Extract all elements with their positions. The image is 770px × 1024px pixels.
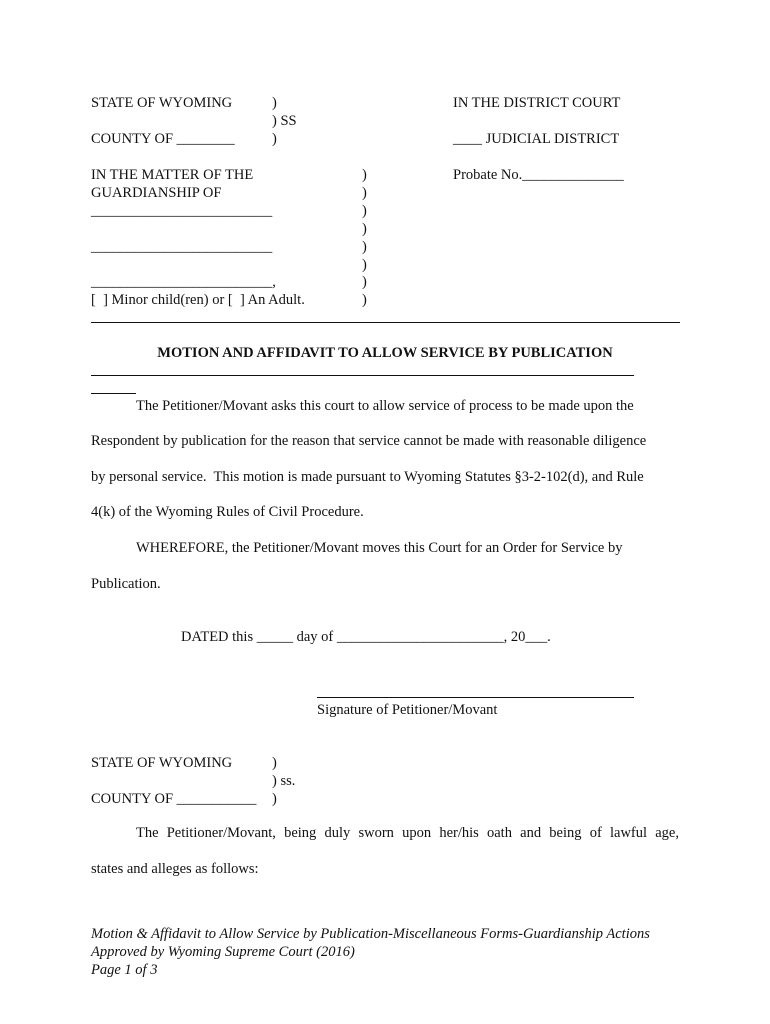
title-rule bbox=[91, 375, 634, 376]
caption-paren: ) bbox=[272, 131, 277, 147]
affidavit-state-label: STATE OF WYOMING bbox=[91, 755, 233, 771]
caption-paren: ) bbox=[362, 203, 367, 219]
minor-adult-checkboxes: [ ] Minor child(ren) or [ ] An Adult. bbox=[91, 292, 305, 308]
footer-form-title: Motion & Affidavit to Allow Service by Publication-Miscellaneous Forms-Guardianship Actions bbox=[91, 926, 650, 942]
wherefore-paragraph-line: WHEREFORE, the Petitioner/Movant moves this Court for an Order for Service by bbox=[136, 540, 623, 556]
signature-line bbox=[317, 697, 634, 698]
caption-paren: ) bbox=[362, 292, 367, 308]
probate-number: Probate No.______________ bbox=[453, 167, 624, 183]
caption-paren: ) bbox=[362, 239, 367, 255]
guardianship-label: GUARDIANSHIP OF bbox=[91, 185, 222, 201]
caption-paren: ) bbox=[362, 221, 367, 237]
court-label: IN THE DISTRICT COURT bbox=[453, 95, 621, 111]
caption-paren: ) bbox=[272, 755, 277, 771]
caption-divider bbox=[91, 322, 680, 323]
caption-paren: ) bbox=[362, 167, 367, 183]
signature-label: Signature of Petitioner/Movant bbox=[317, 702, 498, 718]
name-blank-2: _________________________ bbox=[91, 239, 273, 255]
caption-paren: ) bbox=[272, 95, 277, 111]
state-label: STATE OF WYOMING bbox=[91, 95, 233, 111]
caption-paren: ) bbox=[362, 257, 367, 273]
name-blank-1: _________________________ bbox=[91, 203, 273, 219]
caption-paren: ) bbox=[362, 185, 367, 201]
affidavit-ss-label: ) ss. bbox=[272, 773, 296, 789]
dated-line: DATED this _____ day of _______________________, 20___. bbox=[181, 629, 551, 645]
affidavit-paragraph-line: The Petitioner/Movant, being duly sworn upon her/his oath and being of lawful age, bbox=[136, 825, 679, 841]
district-label: ____ JUDICIAL DISTRICT bbox=[453, 131, 620, 147]
motion-paragraph-line: by personal service. This motion is made pursuant to Wyoming Statutes §3-2-102(d), and Rule bbox=[91, 469, 644, 485]
caption-paren: ) bbox=[362, 274, 367, 290]
document-title: MOTION AND AFFIDAVIT TO ALLOW SERVICE BY PUBLICATION bbox=[157, 345, 613, 361]
footer-approval: Approved by Wyoming Supreme Court (2016) bbox=[91, 944, 355, 960]
caption-paren: ) bbox=[272, 791, 277, 807]
affidavit-county-label: COUNTY OF ___________ bbox=[91, 791, 257, 807]
name-blank-3: _________________________, bbox=[91, 274, 276, 290]
matter-label: IN THE MATTER OF THE bbox=[91, 167, 254, 183]
motion-paragraph-line: 4(k) of the Wyoming Rules of Civil Procedure. bbox=[91, 504, 364, 520]
wherefore-paragraph-line: Publication. bbox=[91, 576, 161, 592]
footer-page-number: Page 1 of 3 bbox=[91, 962, 158, 978]
motion-paragraph-line: The Petitioner/Movant asks this court to allow service of process to be made upon the bbox=[136, 398, 634, 414]
affidavit-paragraph-line: states and alleges as follows: bbox=[91, 861, 259, 877]
county-label: COUNTY OF ________ bbox=[91, 131, 235, 147]
motion-paragraph-line: Respondent by publication for the reason that service cannot be made with reasonable diligence bbox=[91, 433, 647, 449]
title-rule-short bbox=[91, 393, 136, 394]
ss-label: ) SS bbox=[272, 113, 297, 129]
